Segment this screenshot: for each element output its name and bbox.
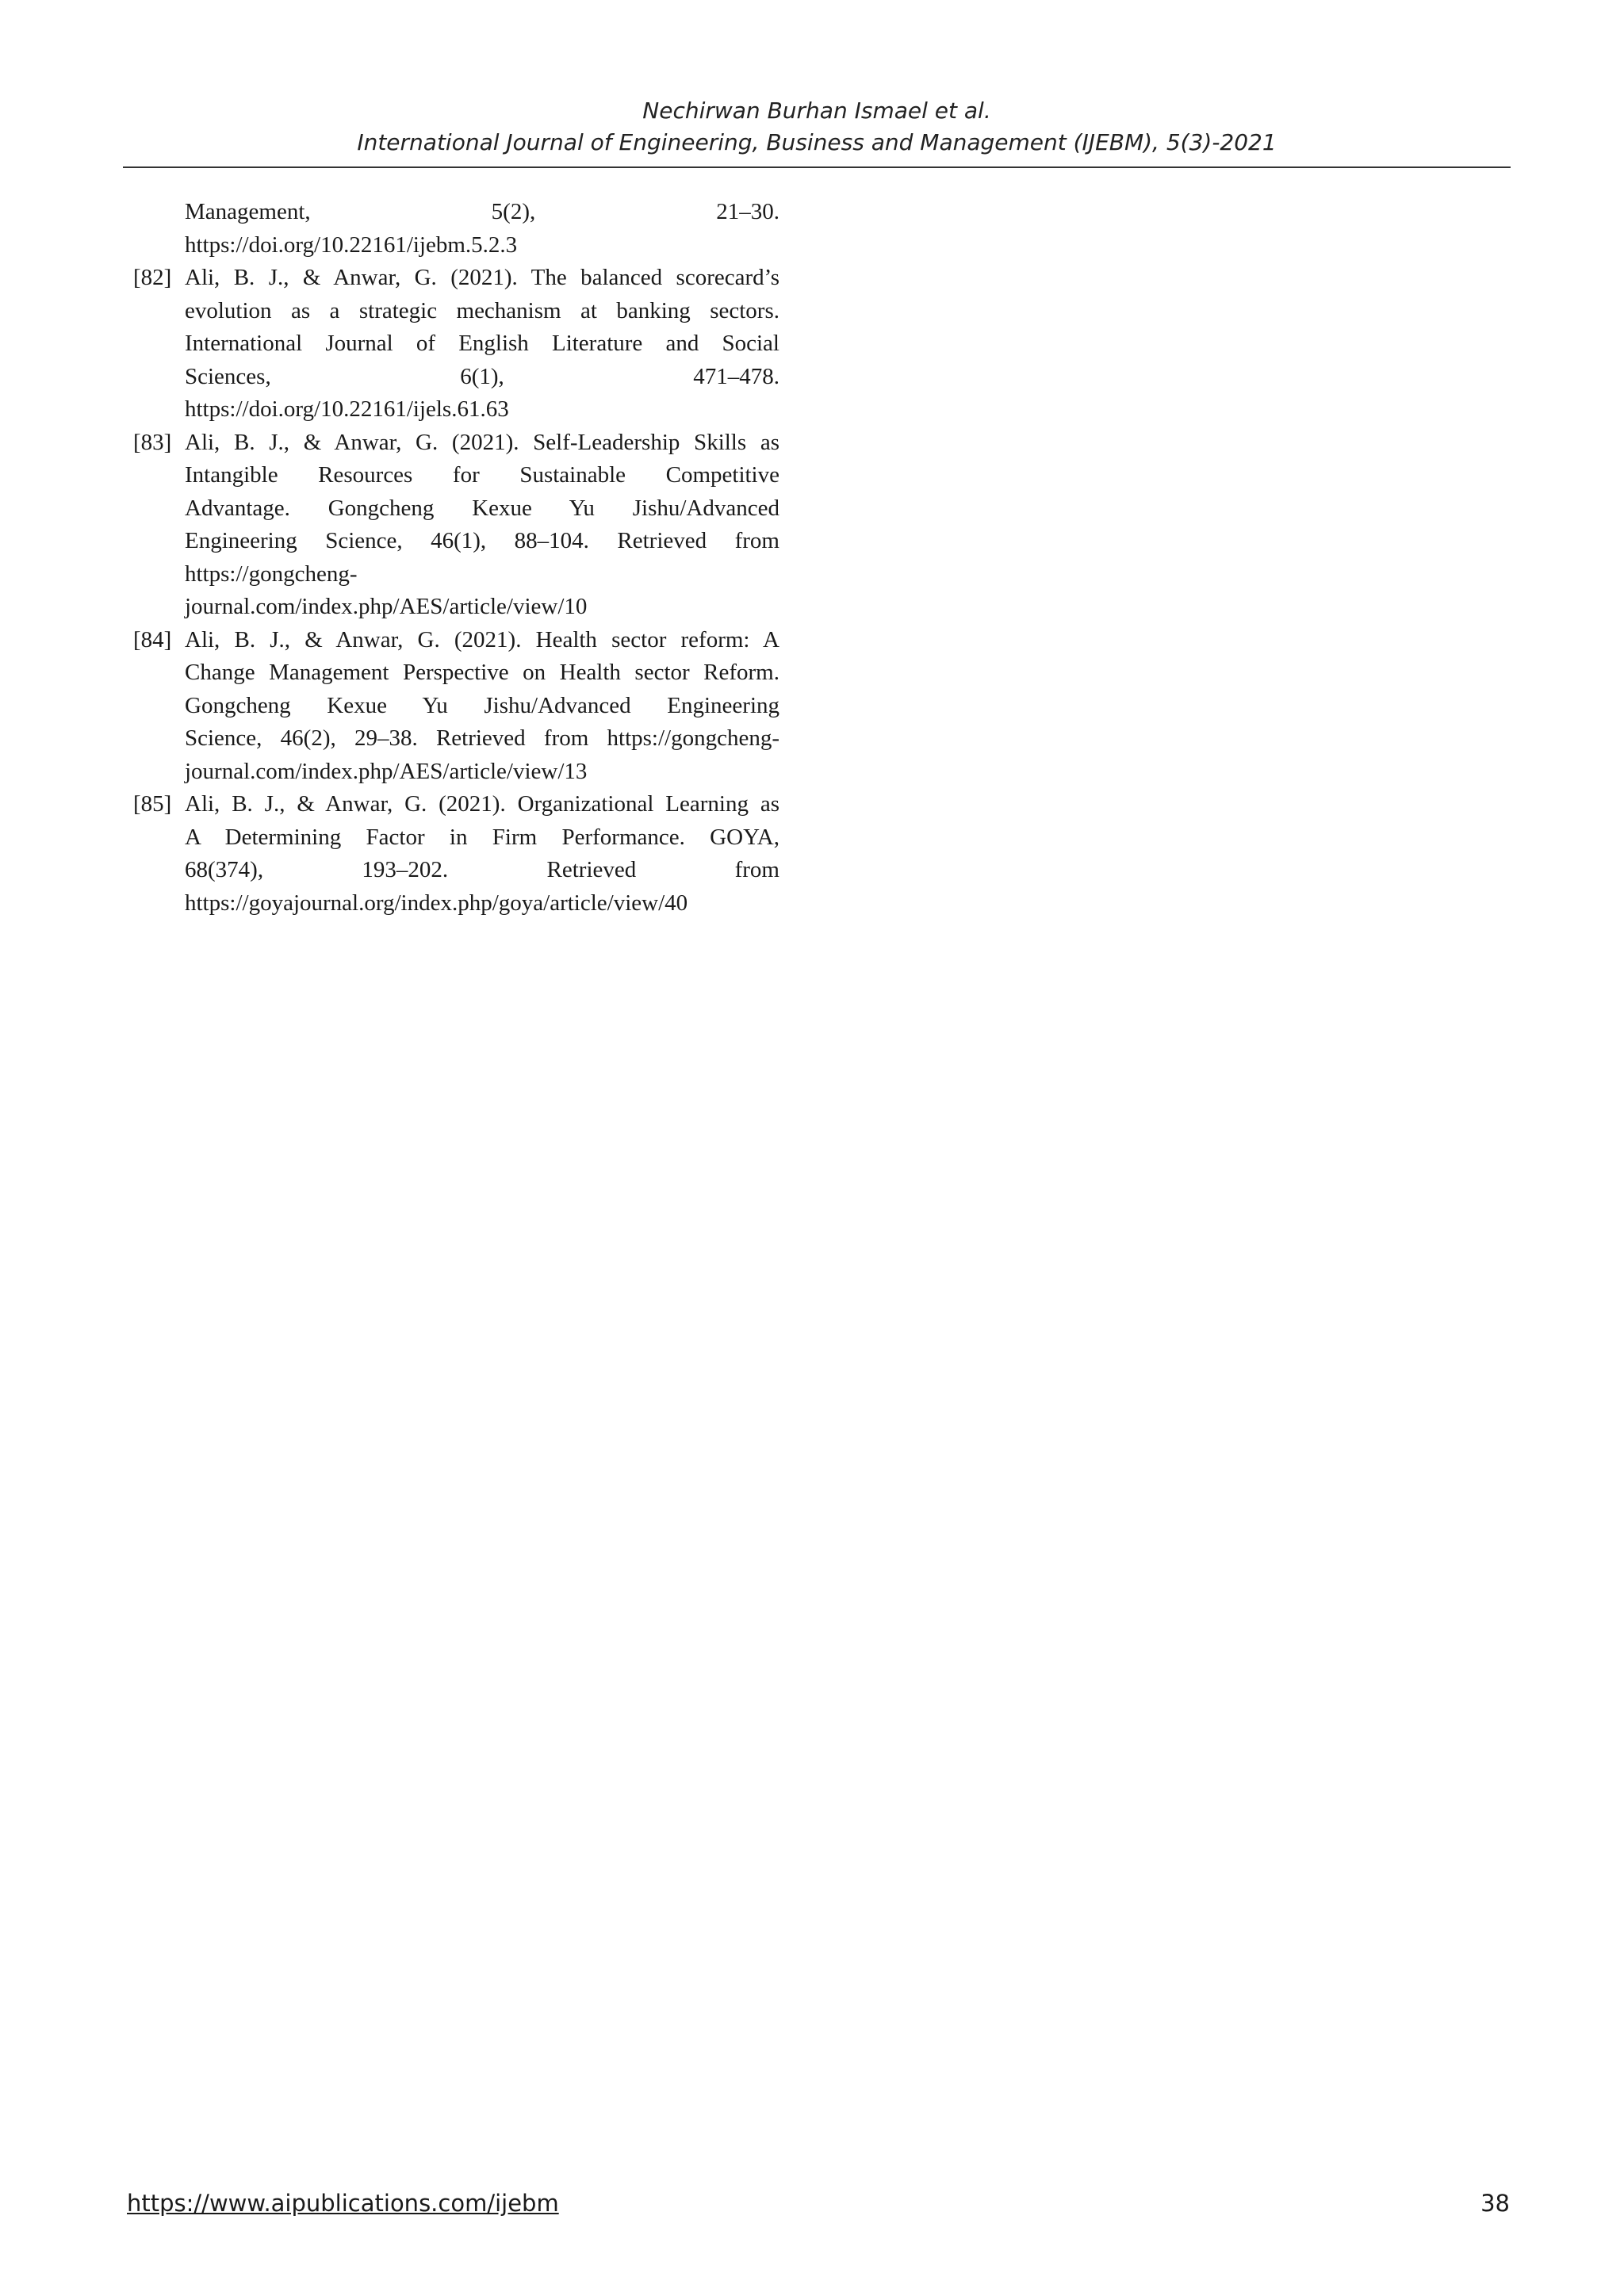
footer-journal-link[interactable]: https://www.aipublications.com/ijebm xyxy=(127,2190,559,2217)
reference-doi-link[interactable]: https://doi.org/10.22161/ijels.61.63 xyxy=(185,396,509,422)
reference-line: Gongcheng Kexue Yu Jishu/Advanced Engineering xyxy=(185,692,779,718)
reference-text xyxy=(185,262,779,427)
reference-url-link[interactable]: journal.com/index.php/AES/article/view/10 xyxy=(185,594,588,619)
reference-text xyxy=(185,788,779,920)
reference-line: A Determining Factor in Firm Performance. GOYA, xyxy=(185,824,779,850)
reference-line: International Journal of English Literature and Social xyxy=(185,331,779,356)
reference-list xyxy=(133,196,779,920)
reference-line: Advantage. Gongcheng Kexue Yu Jishu/Advanced xyxy=(185,495,779,521)
reference-item xyxy=(133,262,779,427)
header-authors: Nechirwan Burhan Ismael et al. xyxy=(642,98,991,124)
reference-item xyxy=(133,788,779,920)
reference-item xyxy=(133,427,779,624)
reference-line: 68(374), 193–202. Retrieved from xyxy=(185,857,779,882)
page-number: 38 xyxy=(1480,2190,1510,2217)
reference-item xyxy=(133,196,779,262)
reference-line: Change Management Perspective on Health sector Reform. xyxy=(185,660,779,685)
reference-number: [85] xyxy=(133,791,172,817)
reference-text xyxy=(185,196,779,262)
reference-number: [83] xyxy=(133,429,172,455)
reference-line: Ali, B. J., & Anwar, G. (2021). Self-Leadership Skills as xyxy=(185,429,779,455)
reference-number: [84] xyxy=(133,626,172,652)
reference-line: Ali, B. J., & Anwar, G. (2021). Health sector reform: A xyxy=(185,626,779,652)
reference-item xyxy=(133,624,779,789)
running-header xyxy=(123,95,1511,159)
reference-line: Management, 5(2), 21–30. xyxy=(185,199,779,224)
reference-text xyxy=(185,624,779,789)
reference-line: evolution as a strategic mechanism at banking sectors. xyxy=(185,297,779,323)
header-divider xyxy=(123,166,1511,168)
reference-line: Ali, B. J., & Anwar, G. (2021). Organizational Learning as xyxy=(185,791,779,817)
reference-url-link[interactable]: https://gongcheng- xyxy=(185,561,358,587)
reference-number: [82] xyxy=(133,265,172,290)
reference-url-link[interactable]: https://goyajournal.org/index.php/goya/article/view/40 xyxy=(185,890,688,916)
header-journal: International Journal of Engineering, Business and Management (IJEBM), 5(3)-2021 xyxy=(357,129,1277,155)
reference-line: Intangible Resources for Sustainable Competitive xyxy=(185,462,779,488)
reference-line: Ali, B. J., & Anwar, G. (2021). The balanced scorecard’s xyxy=(185,265,779,290)
reference-text xyxy=(185,427,779,624)
reference-url-link[interactable]: journal.com/index.php/AES/article/view/13 xyxy=(185,758,588,784)
reference-line: Science, 46(2), 29–38. Retrieved from https://gongcheng- xyxy=(185,725,779,751)
reference-line: Sciences, 6(1), 471–478. xyxy=(185,363,779,389)
reference-doi-link[interactable]: https://doi.org/10.22161/ijebm.5.2.3 xyxy=(185,232,518,258)
reference-line: Engineering Science, 46(1), 88–104. Retrieved from xyxy=(185,528,779,553)
